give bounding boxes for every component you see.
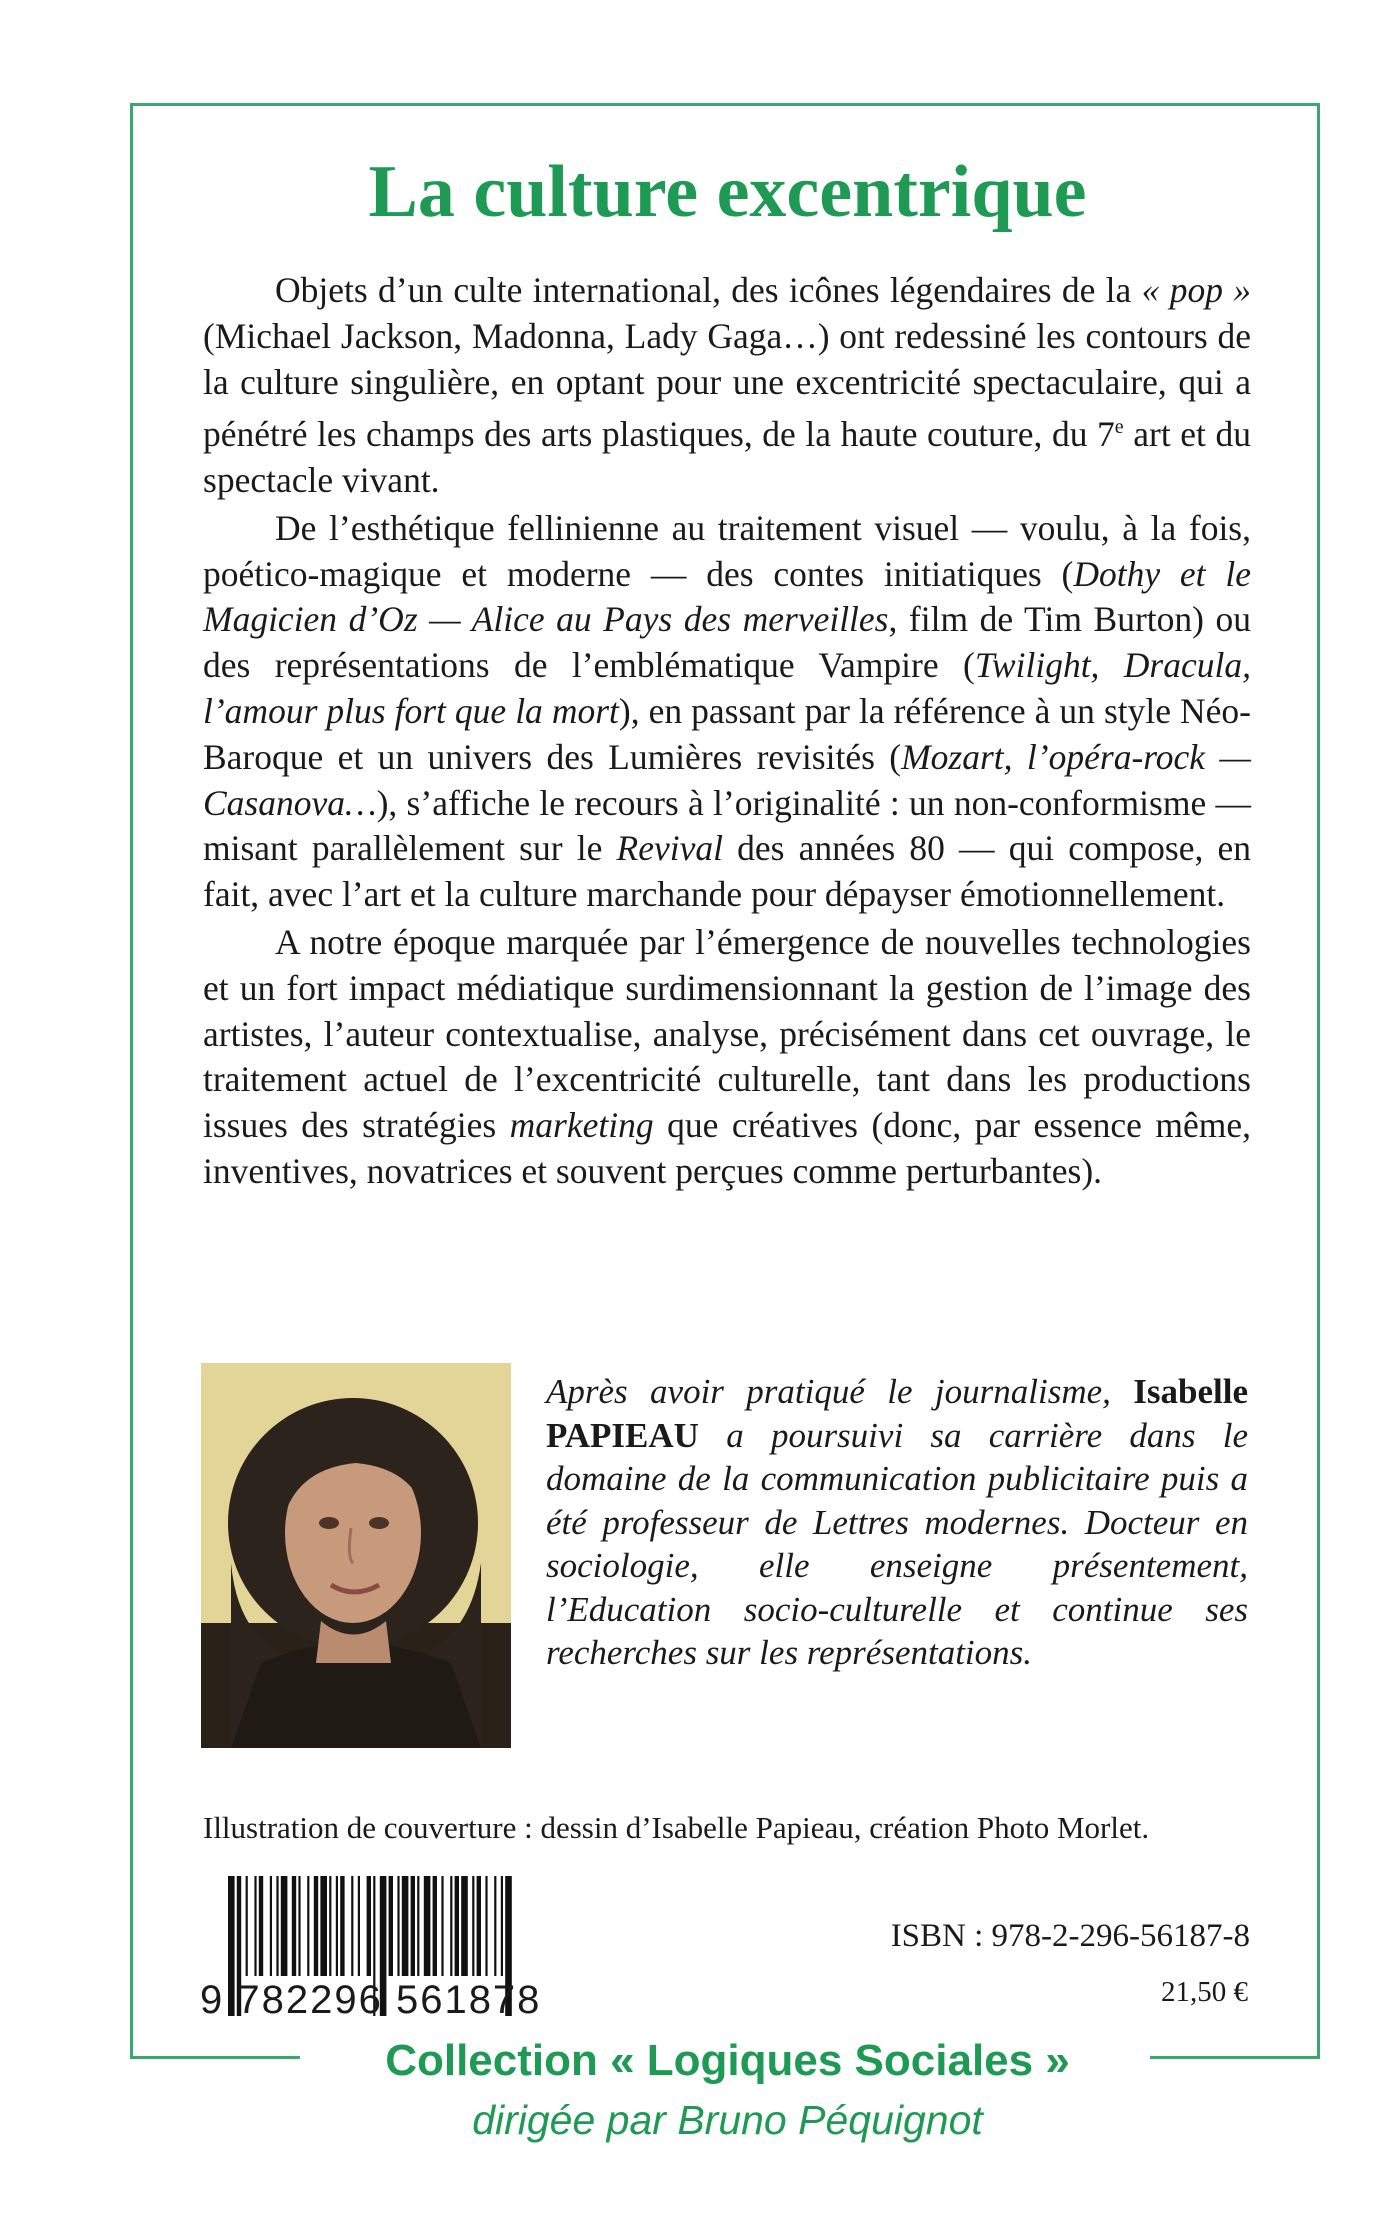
collection-name: Collection « Logiques Sociales »	[385, 2036, 1070, 2085]
barcode-bar	[307, 1876, 309, 1976]
author-name: Isabelle PAPIEAU	[546, 1372, 1248, 1455]
barcode-bar	[494, 1876, 496, 1976]
barcode-bar	[336, 1876, 338, 1976]
barcode-bar	[246, 1876, 248, 1976]
barcode-bar	[314, 1876, 318, 1976]
barcode-bar	[254, 1876, 256, 1976]
collection-director: dirigée par Bruno Péquignot	[472, 2097, 983, 2143]
barcode-bar	[281, 1876, 288, 1976]
barcode-bar	[461, 1876, 468, 1976]
barcode-bar	[320, 1876, 327, 1976]
cover-credit: Illustration de couverture : dessin d’Isabelle Papieau, création Photo Morlet.	[203, 1810, 1150, 1845]
barcode-bar	[358, 1876, 360, 1976]
summary-paragraph-2: De l’esthétique fellinienne au traitement visuel — voulu, à la fois, poético-magique et moderne — des contes initiatiques (Dothy et le Magicien d’Oz — Alice au Pays des merveilles, film de Tim Burton) ou des représentations de l’emblématique Vampire (Twilight, Dracula, l’amour plus fort que la mort), en passant par la référence à un style Néo-Baroque et un univers des Lumières revisités (Mozart, l’opéra-rock — Casanova…), s’affiche le recours à l’originalité : un non-conformisme — misant parallèlement sur le Revival des années 80 — qui compose, en fait, avec l’art et la culture marchande pour dépayser émotionnellement.	[203, 507, 1252, 915]
author-bio: Après avoir pratiqué le journalisme, Isabelle PAPIEAU a poursuivi sa carrière dans le domaine de la communication publicitaire puis a été professeur de Lettres modernes. Docteur en sociologie, elle enseigne présentement, l’Education socio-culturelle et continue ses recherches sur les représentations.	[546, 1372, 1248, 1672]
author-portrait-illustration	[201, 1363, 511, 1748]
price: 21,50 €	[1161, 1976, 1248, 2008]
summary-paragraph-3: A notre époque marquée par l’émergence de nouvelles technologies et un fort impact médiatique surdimensionnant la gestion de l’image des artistes, l’auteur contextualise, analyse, précisément dans cet ouvrage, le traitement actuel de l’excentricité culturelle, tant dans les productions issues des stratégies marketing que créatives (donc, par essence même, inventives, novatrices et souvent perçues comme perturbantes).	[203, 921, 1252, 1191]
barcode-bar	[329, 1876, 331, 1976]
barcode-bar	[270, 1876, 272, 1976]
isbn: ISBN : 978-2-296-56187-8	[890, 1918, 1250, 1954]
summary-text	[203, 268, 1251, 1195]
barcode-bar	[485, 1876, 487, 1976]
barcode-bar	[501, 1876, 503, 1976]
barcode-bar	[276, 1876, 278, 1976]
barcode-bar	[351, 1876, 353, 1976]
barcode-bar	[411, 1876, 415, 1976]
barcode-digits: 9 782296 561878	[200, 1978, 542, 2022]
barcode-bar	[367, 1876, 371, 1976]
barcode-bar	[441, 1876, 443, 1976]
barcode-bar	[389, 1876, 393, 1976]
barcode-bar	[402, 1876, 409, 1976]
barcode-bar	[424, 1876, 431, 1976]
barcode-bar	[477, 1876, 481, 1976]
barcode-bar	[298, 1876, 300, 1976]
author-photo	[201, 1363, 511, 1748]
barcode-bar	[472, 1876, 474, 1976]
barcode-bar	[259, 1876, 263, 1976]
summary-paragraph-1: Objets d’un culte international, des icônes légendaires de la « pop » (Michael Jackson, Madonna, Lady Gaga…) ont redessiné les contours de la culture singulière, en optant pour une excentricité spectaculaire, qui a pénétré les champs des arts plastiques, de la haute couture, du 7e art et du spectacle vivant.	[203, 270, 1252, 501]
barcode-bar	[433, 1876, 437, 1976]
barcode-bar	[397, 1876, 399, 1976]
barcode-bar	[450, 1876, 452, 1976]
barcode-bar	[340, 1876, 344, 1976]
book-title: La culture excentrique	[368, 151, 1087, 233]
barcode-bar	[417, 1876, 419, 1976]
barcode-bar	[455, 1876, 459, 1976]
barcode-bar	[292, 1876, 296, 1976]
